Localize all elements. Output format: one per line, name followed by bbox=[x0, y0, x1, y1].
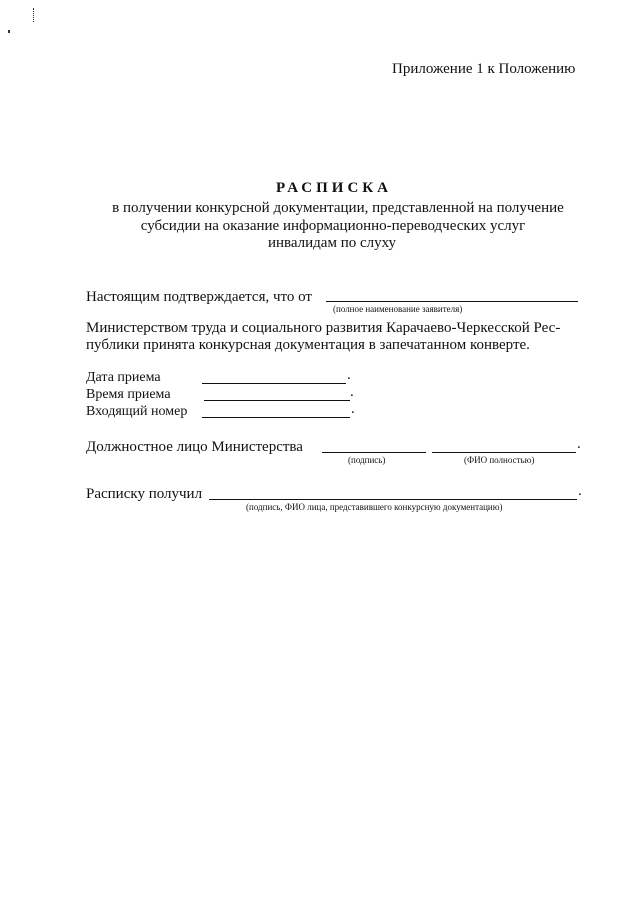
receipt-period: . bbox=[578, 483, 582, 499]
ministry-text: Министерством труда и социального развития Карачаево-Черкесской Рес- bbox=[86, 320, 561, 336]
receipt-line[interactable] bbox=[209, 499, 577, 500]
time-period: . bbox=[350, 384, 354, 400]
signature-hint: (подпись) bbox=[348, 455, 386, 465]
applicant-name-line[interactable] bbox=[326, 301, 578, 302]
number-line[interactable] bbox=[202, 417, 350, 418]
document-title: РАСПИСКА bbox=[275, 180, 393, 196]
appendix-label: Приложение 1 к Положению bbox=[392, 61, 576, 77]
official-period: . bbox=[577, 436, 581, 452]
receipt-hint: (подпись, ФИО лица, представившего конкурсную документацию) bbox=[246, 502, 503, 512]
time-line[interactable] bbox=[204, 400, 350, 401]
scan-mark bbox=[8, 30, 10, 33]
applicant-hint: (полное наименование заявителя) bbox=[333, 304, 463, 314]
subtitle-line: в получении конкурсной документации, представленной на получение bbox=[112, 200, 564, 216]
number-period: . bbox=[351, 401, 355, 417]
subtitle-line: субсидии на оказание информационно-переводческих услуг bbox=[140, 218, 526, 234]
confirm-text: Настоящим подтверждается, что от bbox=[86, 289, 312, 305]
receipt-label: Расписку получил bbox=[86, 486, 203, 502]
subtitle-line: инвалидам по слуху bbox=[267, 235, 397, 251]
date-line[interactable] bbox=[202, 383, 346, 384]
official-name-line[interactable] bbox=[432, 452, 576, 453]
time-label: Время приема bbox=[86, 387, 171, 402]
date-label: Дата приема bbox=[86, 370, 161, 385]
ministry-text: публики принята конкурсная документация в запечатанном конверте. bbox=[86, 337, 530, 353]
official-signature-line[interactable] bbox=[322, 452, 426, 453]
scan-mark bbox=[33, 8, 35, 22]
number-label: Входящий номер bbox=[86, 404, 188, 419]
date-period: . bbox=[347, 367, 351, 383]
name-hint: (ФИО полностью) bbox=[464, 455, 535, 465]
official-label: Должностное лицо Министерства bbox=[86, 439, 303, 455]
